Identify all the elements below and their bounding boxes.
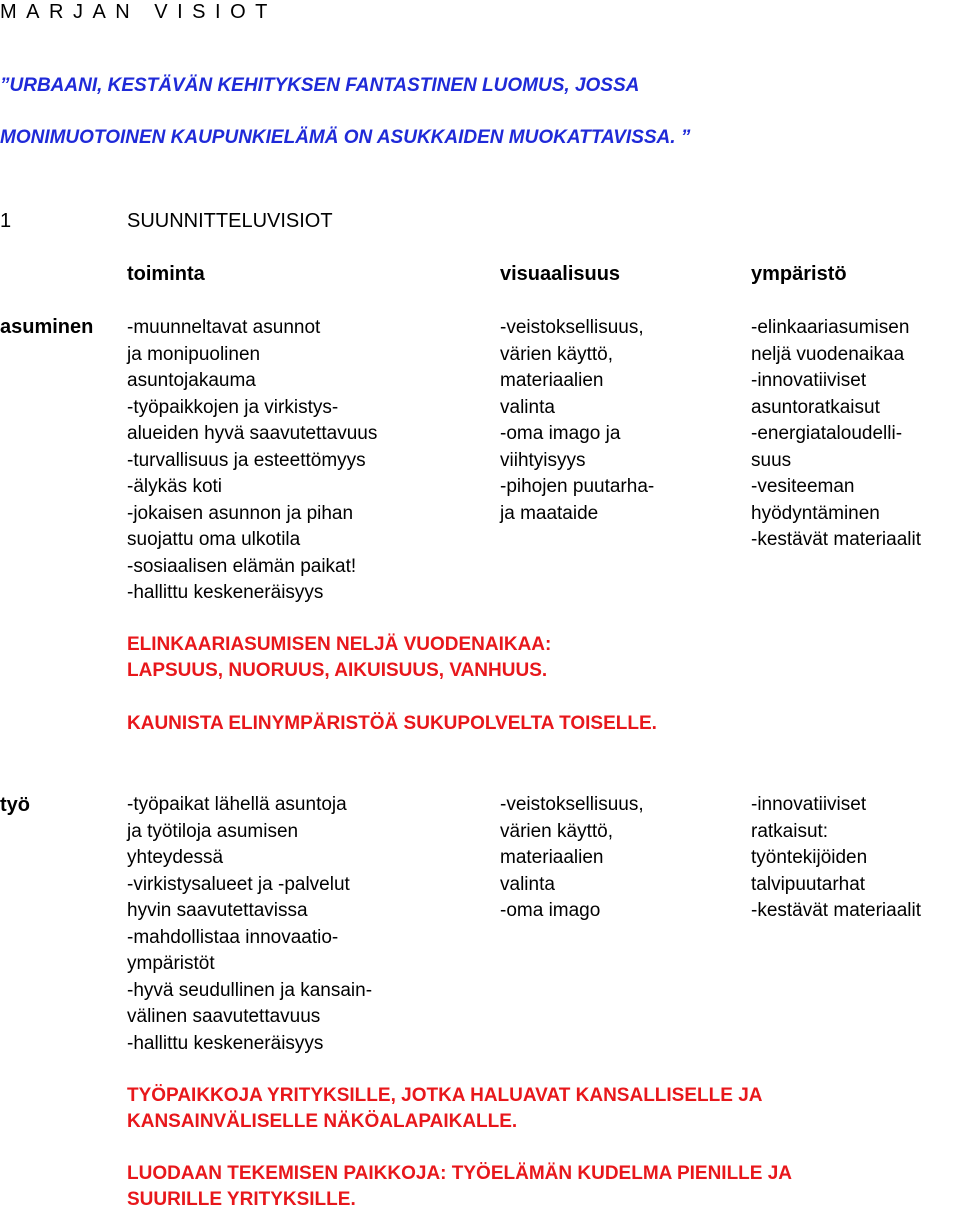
list-item: -älykäs koti	[127, 476, 223, 497]
list-item: talvipuutarhat	[751, 873, 866, 895]
list-item: hyödyntäminen	[751, 502, 880, 524]
list-item: -hallittu keskeneräisyys	[127, 582, 324, 603]
row-label-tyo: työ	[0, 794, 30, 816]
list-item: -innovatiiviset	[751, 370, 867, 391]
list-item: suus	[751, 449, 792, 471]
list-item: asuntojakauma	[127, 370, 256, 391]
list-item: asuntoratkaisut	[751, 396, 880, 418]
list-item: -muunneltavat asunnot	[127, 317, 321, 338]
document-author-title: MARJAN VISIOT	[0, 1, 277, 23]
list-item: -oma imago ja	[500, 423, 621, 444]
list-item: -virkistysalueet ja -palvelut	[127, 873, 350, 895]
list-item: -mahdollistaa innovaatio-	[127, 926, 339, 948]
list-item: -veistoksellisuus,	[500, 794, 644, 815]
list-item: -vesiteeman	[751, 476, 855, 497]
list-item: -jokaisen asunnon ja pihan	[127, 502, 354, 524]
list-item: suojattu oma ulkotila	[127, 529, 301, 550]
list-item: ja työtiloja asumisen	[127, 820, 299, 842]
column-heading-visuaalisuus: visuaalisuus	[500, 263, 621, 285]
list-item: ja monipuolinen	[127, 343, 261, 365]
slogan-line: ”URBAANI, KESTÄVÄN KEHITYKSEN FANTASTINEN LUOMUS, JOSSA	[0, 75, 640, 96]
list-item: -sosiaalisen elämän paikat!	[127, 555, 357, 577]
list-item: työntekijöiden	[751, 847, 868, 868]
column-heading-toiminta: toiminta	[127, 263, 205, 285]
list-item: -veistoksellisuus,	[500, 317, 644, 338]
column-heading-ymparisto: ympäristö	[751, 263, 847, 285]
section-number: 1	[0, 210, 12, 232]
highlight-note	[127, 632, 551, 684]
list-item: yhteydessä	[127, 847, 224, 868]
list-item: -hyvä seudullinen ja kansain-	[127, 979, 373, 1001]
list-item: viihtyisyys	[500, 449, 586, 471]
note-line: TYÖPAIKKOJA YRITYKSILLE, JOTKA HALUAVAT KANSALLISELLE JA	[127, 1085, 763, 1106]
note-line: KANSAINVÄLISELLE NÄKÖALAPAIKALLE.	[127, 1111, 518, 1132]
tyo-visuaalisuus-list	[500, 792, 644, 925]
list-item: materiaalien	[500, 370, 604, 391]
list-item: värien käyttö,	[500, 820, 613, 842]
tyo-ymparisto-list	[751, 792, 921, 925]
list-item: hyvin saavutettavissa	[127, 900, 308, 921]
list-item: -oma imago	[500, 900, 601, 921]
list-item: valinta	[500, 396, 555, 418]
note-line: SUURILLE YRITYKSILLE.	[127, 1189, 356, 1210]
slogan-line: MONIMUOTOINEN KAUPUNKIELÄMÄ ON ASUKKAIDEN MUOKATTAVISSA. ”	[0, 127, 691, 148]
note-line: LAPSUUS, NUORUUS, AIKUISUUS, VANHUUS.	[127, 660, 548, 681]
list-item: värien käyttö,	[500, 343, 613, 365]
tyo-toiminta-list	[127, 792, 372, 1057]
note-line: ELINKAARIASUMISEN NELJÄ VUODENAIKAA:	[127, 634, 552, 655]
highlight-note	[127, 711, 657, 737]
list-item: -elinkaariasumisen	[751, 317, 910, 338]
list-item: ja maataide	[500, 502, 599, 524]
highlight-note	[127, 1083, 762, 1135]
list-item: -turvallisuus ja esteettömyys	[127, 449, 366, 471]
list-item: -kestävät materiaalit	[751, 529, 922, 550]
note-line: KAUNISTA ELINYMPÄRISTÖÄ SUKUPOLVELTA TOISELLE.	[127, 713, 657, 734]
row-label-asuminen: asuminen	[0, 316, 94, 338]
list-item: -kestävät materiaalit	[751, 900, 922, 921]
list-item: materiaalien	[500, 847, 604, 868]
list-item: -innovatiiviset	[751, 794, 867, 815]
asuminen-visuaalisuus-list	[500, 315, 654, 527]
list-item: -työpaikkojen ja virkistys-	[127, 396, 339, 418]
list-item: ympäristöt	[127, 953, 215, 974]
asuminen-ymparisto-list	[751, 315, 921, 554]
list-item: -työpaikat lähellä asuntoja	[127, 794, 347, 815]
list-item: alueiden hyvä saavutettavuus	[127, 423, 378, 444]
highlight-note	[127, 1161, 792, 1213]
list-item: ratkaisut:	[751, 820, 829, 842]
vision-slogan	[0, 47, 690, 177]
list-item: -energiataloudelli-	[751, 423, 903, 444]
list-item: -hallittu keskeneräisyys	[127, 1032, 324, 1054]
list-item: -pihojen puutarha-	[500, 476, 655, 497]
list-item: valinta	[500, 873, 555, 895]
section-title: SUUNNITTELUVISIOT	[127, 210, 333, 232]
asuminen-toiminta-list	[127, 315, 377, 607]
list-item: neljä vuodenaikaa	[751, 343, 905, 365]
list-item: välinen saavutettavuus	[127, 1006, 321, 1027]
note-line: LUODAAN TEKEMISEN PAIKKOJA: TYÖELÄMÄN KUDELMA PIENILLE JA	[127, 1163, 793, 1184]
